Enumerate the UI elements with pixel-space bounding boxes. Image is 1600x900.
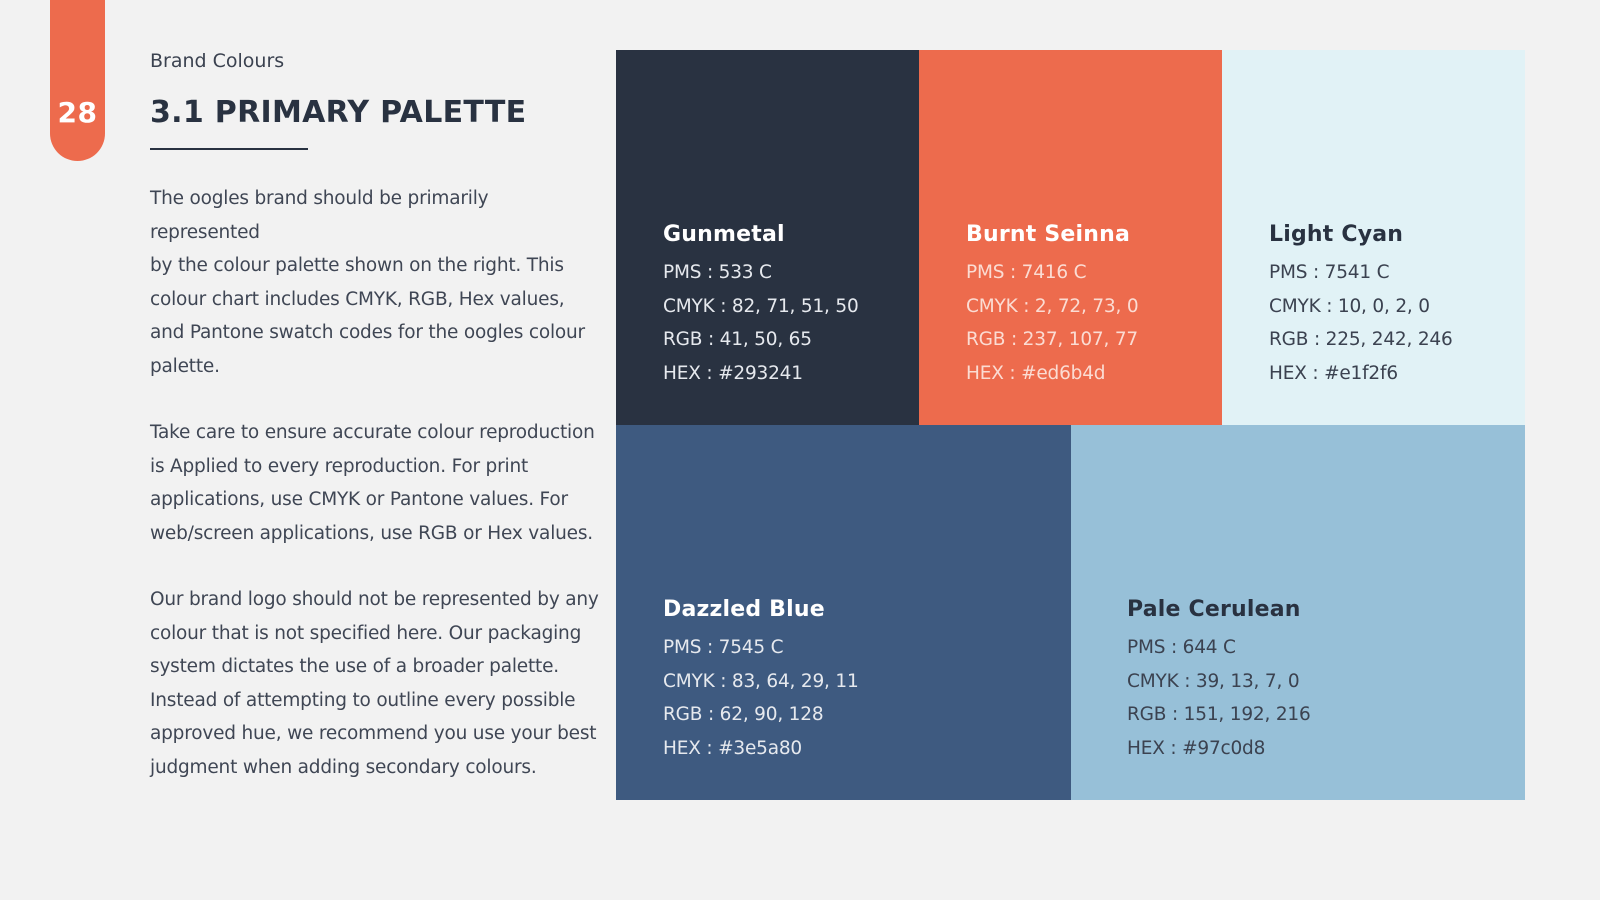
swatch-pms: PMS : 7416 C: [966, 262, 1087, 283]
swatch-hex: HEX : #3e5a80: [663, 737, 802, 759]
swatch-values: [663, 256, 859, 390]
swatch-name: Light Cyan: [1269, 222, 1404, 247]
swatch-pms: PMS : 644 C: [1127, 637, 1236, 658]
swatch-hex: HEX : #97c0d8: [1127, 737, 1266, 759]
swatch-rgb: RGB : 237, 107, 77: [966, 329, 1138, 350]
swatch-name: Dazzled Blue: [663, 597, 825, 622]
page-number-tab: [50, 0, 105, 161]
swatch-rgb: RGB : 151, 192, 216: [1127, 704, 1311, 725]
swatch-values: [663, 631, 859, 765]
swatch-hex: HEX : #e1f2f6: [1269, 362, 1398, 384]
swatch-cmyk: CMYK : 83, 64, 29, 11: [663, 670, 859, 692]
swatch-rgb: RGB : 41, 50, 65: [663, 329, 812, 350]
swatch-cmyk: CMYK : 2, 72, 73, 0: [966, 295, 1139, 317]
swatch-name: Burnt Seinna: [966, 222, 1130, 247]
title-underline: [150, 148, 308, 150]
swatch-pms: PMS : 7545 C: [663, 637, 784, 658]
section-label: Brand Colours: [150, 50, 285, 72]
body-text: [150, 182, 600, 817]
swatch-cmyk: CMYK : 10, 0, 2, 0: [1269, 295, 1430, 317]
swatch-burnt-seinna: [919, 50, 1222, 425]
swatch-rgb: RGB : 225, 242, 246: [1269, 329, 1453, 350]
page-title: 3.1 PRIMARY PALETTE: [150, 95, 527, 130]
reproduction-paragraph: Take care to ensure accurate colour reproduction is Applied to every reproduction. For print applications, use CMYK or Pantone values. For web/screen applications, use RGB or Hex values.: [150, 422, 595, 544]
swatch-name: Gunmetal: [663, 222, 785, 247]
swatch-values: [1127, 631, 1311, 765]
page-number: 28: [57, 96, 98, 129]
swatch-rgb: RGB : 62, 90, 128: [663, 704, 824, 725]
swatch-cmyk: CMYK : 39, 13, 7, 0: [1127, 670, 1300, 692]
swatch-values: [966, 256, 1138, 390]
swatch-hex: HEX : #293241: [663, 362, 803, 384]
swatch-dazzled-blue: [616, 425, 1071, 800]
swatch-pms: PMS : 533 C: [663, 262, 772, 283]
swatch-pale-cerulean: [1071, 425, 1525, 800]
swatch-values: [1269, 256, 1453, 390]
swatch-light-cyan: [1222, 50, 1525, 425]
swatch-name: Pale Cerulean: [1127, 597, 1301, 622]
colour-palette-grid: [616, 50, 1525, 800]
logo-usage-paragraph: Our brand logo should not be represented by any colour that is not specified here. Our packaging system dictates the use of a broader palette. Instead of attempting to outline every possible approved hue, we recommend you use your best judgment when adding secondary colours.: [150, 589, 599, 778]
swatch-gunmetal: [616, 50, 919, 425]
swatch-pms: PMS : 7541 C: [1269, 262, 1390, 283]
swatch-hex: HEX : #ed6b4d: [966, 362, 1106, 384]
intro-paragraph: The oogles brand should be primarily represented by the colour palette shown on the right. This colour chart includes CMYK, RGB, Hex values, and Pantone swatch codes for the oogles colour palette.: [150, 188, 585, 377]
swatch-cmyk: CMYK : 82, 71, 51, 50: [663, 295, 859, 317]
